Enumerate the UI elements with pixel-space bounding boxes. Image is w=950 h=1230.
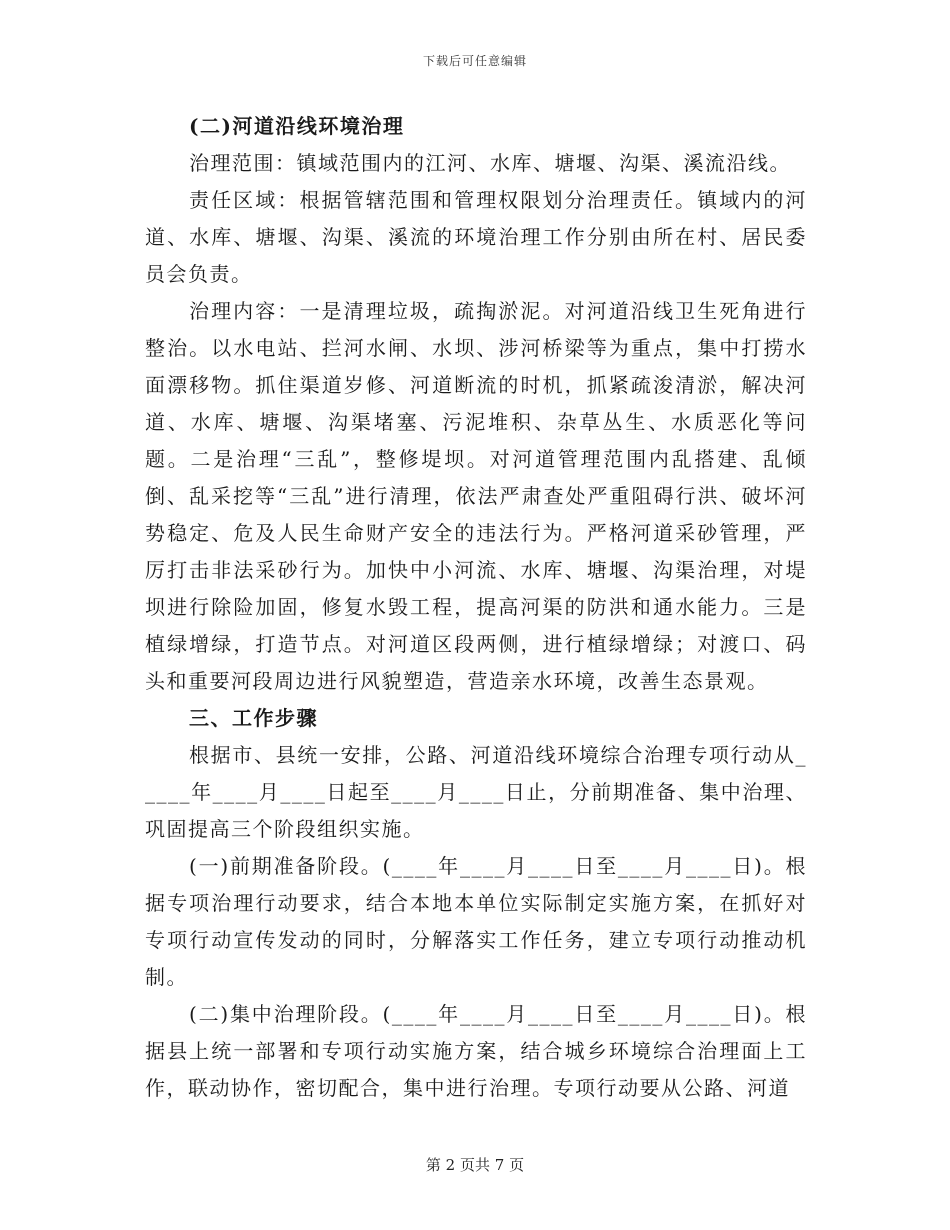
page-header: 下载后可任意编辑 xyxy=(422,54,527,68)
paragraph-steps-intro: 根据市、县统一安排，公路、河道沿线环境综合治理专项行动从_____年____月____日起至____月____日止，分前期准备、集中治理、巩固提高三个阶段组织实施。 xyxy=(145,743,807,841)
document-body xyxy=(145,108,807,1107)
paragraph-phase-2: (二)集中治理阶段。(____年____月____日至____月____日)。根据县上统一部署和专项行动实施方案，结合城乡环境综合治理面上工作，联动协作，密切配合，集中进行治理。专项行动要从公路、河道 xyxy=(145,1002,807,1100)
paragraph-content: 治理内容：一是清理垃圾，疏掏淤泥。对河道沿线卫生死角进行整治。以水电站、拦河水闸、水坝、涉河桥梁等为重点，集中打捞水面漂移物。抓住渠道岁修、河道断流的时机，抓紧疏浚清淤，解决河道、水库、塘堰、沟渠堵塞、污泥堆积、杂草丛生、水质恶化等问题。二是治理“三乱”，整修堤坝。对河道管理范围内乱搭建、乱倾倒、乱采挖等“三乱”进行清理，依法严肃查处严重阻碍行洪、破坏河势稳定、危及人民生命财产安全的违法行为。严格河道采砂管理，严厉打击非法采砂行为。加快中小河流、水库、塘堰、沟渠治理，对堤坝进行除险加固，修复水毁工程，提高河渠的防洪和通水能力。三是植绿增绿，打造节点。对河道区段两侧，进行植绿增绿；对渡口、码头和重要河段周边进行风貌塑造，营造亲水环境，改善生态景观。 xyxy=(145,299,807,693)
paragraph-scope: 治理范围：镇域范围内的江河、水库、塘堰、沟渠、溪流沿线。 xyxy=(189,151,791,175)
paragraph-responsibility: 责任区域：根据管辖范围和管理权限划分治理责任。镇域内的河道、水库、塘堰、沟渠、溪流的环境治理工作分别由所在村、居民委员会负责。 xyxy=(145,188,807,286)
paragraph-phase-1: (一)前期准备阶段。(____年____月____日至____月____日)。根据专项治理行动要求，结合本地本单位实际制定实施方案，在抓好对专项行动宣传发动的同时，分解落实工作任务，建立专项行动推动机制。 xyxy=(145,854,807,989)
section-heading-river: (二)河道沿线环境治理 xyxy=(189,114,405,138)
page-footer: 第 2 页共 7 页 xyxy=(425,1156,525,1174)
section-heading-steps: 三、工作步骤 xyxy=(189,706,318,730)
